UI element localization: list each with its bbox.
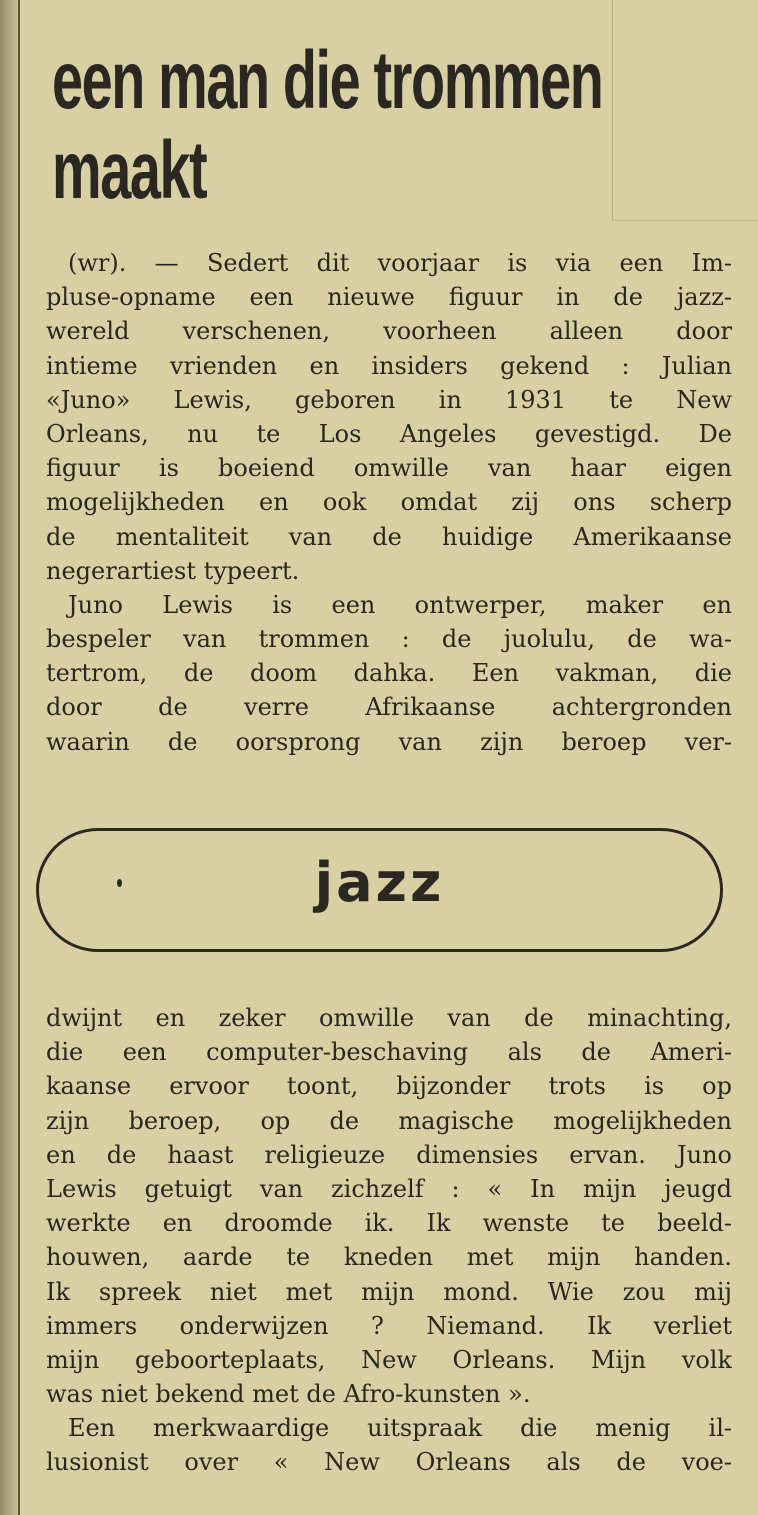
paragraph-line: Juno Lewis is een ontwerper, maker en (68, 590, 732, 619)
paragraph-line: pluse-opname een nieuwe figuur in de jazz- (46, 283, 732, 312)
paragraph-line: lusionist over « New Orleans als de voe- (46, 1448, 732, 1477)
column-rule (18, 0, 20, 1515)
paragraph-line: negerartiest typeert. (46, 556, 300, 585)
adjacent-column-shadow (612, 0, 758, 221)
paragraph-line: wereld verschenen, voorheen alleen door (46, 317, 732, 346)
paragraph-line: was niet bekend met de Afro-kunsten ». (46, 1380, 531, 1409)
paragraph-line: waarin de oorsprong van zijn beroep ver- (46, 727, 732, 756)
paragraph-line: immers onderwijzen ? Niemand. Ik verliet (46, 1311, 732, 1340)
paragraph-line: dwijnt en zeker omwille van de minachting, (46, 1004, 732, 1032)
article-intro (46, 246, 732, 759)
paragraph-line: Lewis getuigt van zichzelf : « In mijn jeugd (46, 1174, 732, 1203)
paragraph-line: kaanse ervoor toont, bijzonder trots is op (46, 1072, 732, 1101)
article-headline (52, 35, 603, 216)
paragraph-line: Een merkwaardige uitspraak die menig il- (68, 1414, 732, 1443)
paragraph-line: intieme vrienden en insiders gekend : Julian (46, 351, 732, 380)
paragraph-line: houwen, aarde te kneden met mijn handen. (46, 1243, 732, 1272)
paragraph-line: Orleans, nu te Los Angeles gevestigd. De (46, 419, 732, 448)
paragraph-line: (wr). — Sedert dit voorjaar is via een Im- (68, 249, 732, 277)
paper-left-edge (0, 0, 20, 1515)
article-continued (46, 1001, 732, 1480)
paragraph-line: «Juno» Lewis, geboren in 1931 te New (46, 385, 732, 414)
paragraph-line: werkte en droomde ik. Ik wenste te beeld- (46, 1209, 732, 1238)
paragraph-line: tertrom, de doom dahka. Een vakman, die (46, 659, 732, 688)
paragraph-line: die een computer-beschaving als de Ameri- (46, 1038, 732, 1067)
headline-line: maakt (52, 125, 207, 216)
paragraph-line: figuur is boeiend omwille van haar eigen (46, 454, 732, 483)
section-heading: jazz (314, 851, 445, 914)
paragraph-line: Ik spreek niet met mijn mond. Wie zou mij (46, 1277, 732, 1306)
ink-fleck (117, 879, 122, 887)
paragraph-line: mijn geboorteplaats, New Orleans. Mijn volk (46, 1345, 732, 1374)
section-heading-frame (36, 828, 723, 952)
paragraph-line: de mentaliteit van de huidige Amerikaanse (46, 522, 732, 551)
paragraph-line: zijn beroep, op de magische mogelijkheden (46, 1106, 732, 1135)
headline-line: een man die trommen (52, 35, 603, 126)
paragraph-line: mogelijkheden en ook omdat zij ons scherp (46, 488, 732, 517)
paragraph-line: bespeler van trommen : de juolulu, de wa- (46, 625, 732, 654)
paragraph-line: door de verre Afrikaanse achtergronden (46, 693, 732, 722)
paragraph-line: en de haast religieuze dimensies ervan. Juno (46, 1140, 732, 1169)
